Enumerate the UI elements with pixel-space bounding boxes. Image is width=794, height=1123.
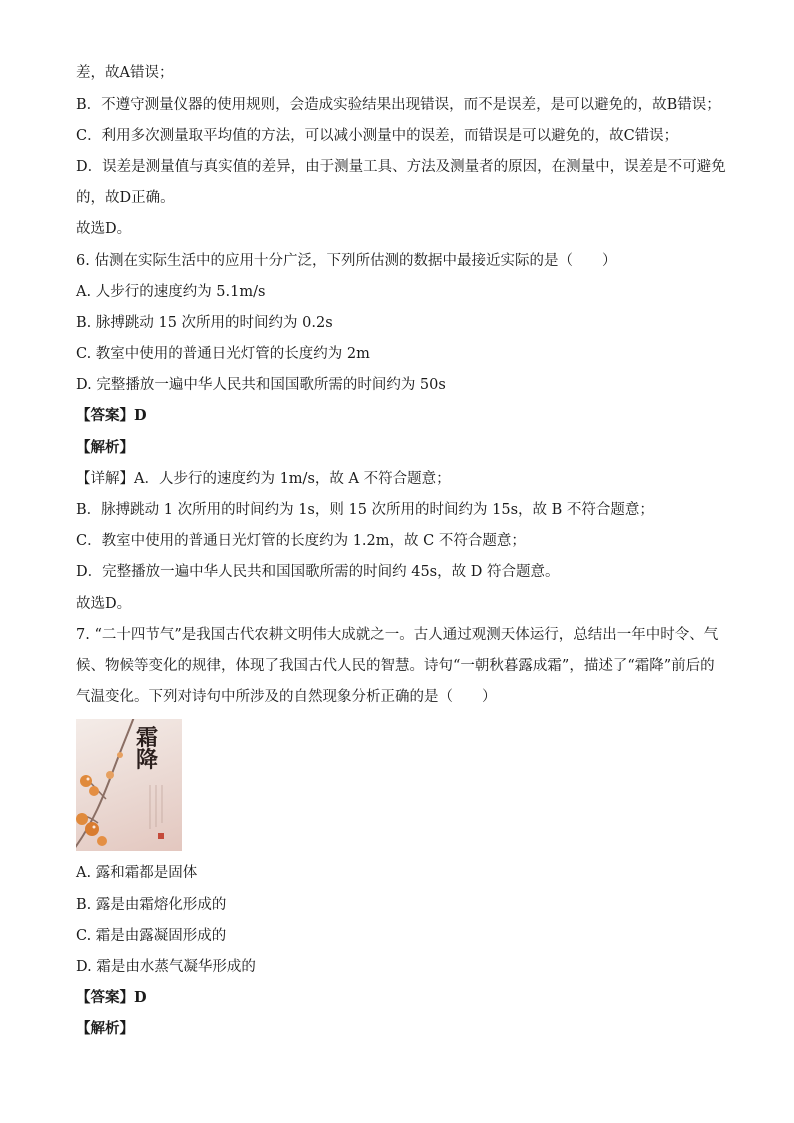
question-7-option-c: C. 霜是由露凝固形成的 — [76, 928, 227, 944]
question-6-option-b: B. 脉搏跳动 15 次所用的时间约为 0.2s — [76, 315, 333, 331]
question-6-option-a: A. 人步行的速度约为 5.1m/s — [76, 284, 266, 300]
text-line-continuation: 差，故A错误； — [76, 65, 174, 81]
question-7-stem-line-1: 7. “二十四节气”是我国古代农耕文明伟大成就之一。古人通过观测天体运行，总结出一年中时令、气 — [76, 627, 719, 643]
question-6-detail-d: D．完整播放一遍中华人民共和国国歌所需的时间约 45s，故 D 符合题意。 — [76, 564, 560, 580]
question-7-option-d: D. 霜是由水蒸气凝华形成的 — [76, 959, 256, 975]
question-7-stem-line-2: 候、物候等变化的规律，体现了我国古代人民的智慧。诗句“一朝秋暮露成霜”，描述了“霜降”前后的 — [76, 658, 715, 674]
frost-descent-calligraphy: 霜降 — [136, 725, 159, 773]
text-line-option-d-explanation-cont: 的，故D正确。 — [76, 190, 175, 206]
question-6-detail-a: 【详解】A．人步行的速度约为 1m/s，故 A 不符合题意； — [76, 471, 451, 487]
text-line-option-b-explanation: B．不遵守测量仪器的使用规则，会造成实验结果出现错误，而不是误差，是可以避免的，故B错误； — [76, 97, 721, 113]
question-7-option-a: A. 露和霜都是固体 — [76, 865, 198, 881]
frost-descent-illustration — [76, 719, 182, 851]
text-line-option-d-explanation: D．误差是测量值与真实值的差异，由于测量工具、方法及测量者的原因，在测量中，误差是不可避免 — [76, 159, 726, 175]
question-6-stem: 6. 估测在实际生活中的应用十分广泛，下列所估测的数据中最接近实际的是（ ） — [76, 253, 617, 269]
question-6-choice: 故选D。 — [76, 596, 132, 612]
question-6-analysis-heading: 【解析】 — [76, 439, 134, 456]
question-6-detail-b: B．脉搏跳动 1 次所用的时间约为 1s，则 15 次所用的时间约为 15s，故 B 不符合题意； — [76, 502, 654, 518]
question-6-option-c: C. 教室中使用的普通日光灯管的长度约为 2m — [76, 346, 370, 362]
question-7-option-b: B. 露是由霜熔化形成的 — [76, 897, 227, 913]
question-7-answer: 【答案】D — [76, 989, 147, 1006]
question-6-option-d: D. 完整播放一遍中华人民共和国国歌所需的时间约为 50s — [76, 377, 446, 393]
question-7-stem-line-3: 气温变化。下列对诗句中所涉及的自然现象分析正确的是（ ） — [76, 689, 497, 705]
text-line-option-c-explanation: C．利用多次测量取平均值的方法，可以减小测量中的误差，而错误是可以避免的，故C错误； — [76, 128, 679, 144]
question-7-analysis-heading: 【解析】 — [76, 1020, 134, 1037]
text-line-choice: 故选D。 — [76, 221, 132, 237]
frost-branch-artwork — [76, 719, 182, 851]
question-6-answer: 【答案】D — [76, 407, 147, 424]
question-6-detail-c: C．教室中使用的普通日光灯管的长度约为 1.2m，故 C 不符合题意； — [76, 533, 526, 549]
